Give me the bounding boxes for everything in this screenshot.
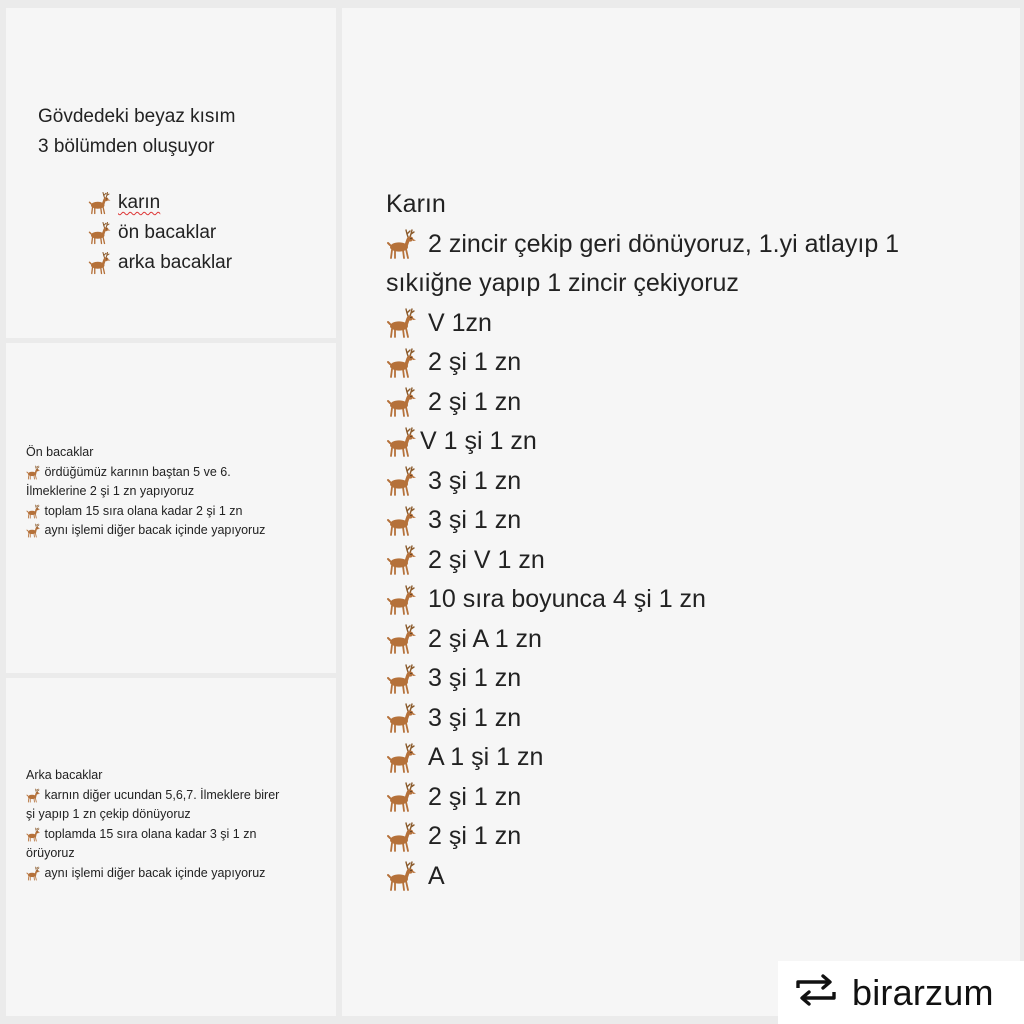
list-item (386, 225, 1006, 265)
list-item (386, 422, 1006, 462)
list-item (386, 699, 1006, 739)
list-item (386, 620, 1006, 660)
list-item (386, 659, 1006, 699)
line-text: aynı işlemi diğer bacak içinde yapıyoruz (44, 865, 266, 880)
belly-text (386, 185, 1006, 896)
line-text: 2 şi 1 zn (428, 782, 522, 811)
list-item (26, 521, 326, 541)
deer-icon (26, 523, 41, 538)
line-text: sıkıiğne yapıp 1 zincir çekiyoruz (386, 269, 739, 297)
list-item (26, 463, 326, 483)
line-text: V 1 şi 1 zn (420, 427, 537, 455)
deer-icon (386, 544, 418, 576)
line-text: 2 şi A 1 zn (428, 624, 542, 653)
line-text: 2 şi 1 zn (428, 822, 522, 850)
line-text: toplamda 15 sıra olana kadar 3 şi 1 zn (44, 826, 257, 841)
line-text: toplam 15 sıra olana kadar 2 şi 1 zn (44, 503, 243, 518)
list-item (386, 778, 1006, 818)
repost-badge (778, 961, 1024, 1024)
line-text: 10 sıra boyunca 4 şi 1 zn (428, 585, 706, 613)
list-item (26, 786, 326, 806)
deer-icon (386, 228, 418, 260)
intro-line-1: Gövdedeki beyaz kısım (38, 106, 236, 127)
list-item (386, 383, 1006, 423)
list-item (386, 304, 1006, 344)
deer-icon (386, 742, 418, 774)
deer-icon (386, 821, 418, 853)
repost-icon (794, 973, 838, 1012)
line-text: aynı işlemi diğer bacak içinde yapıyoruz (44, 523, 266, 537)
deer-icon (386, 307, 418, 339)
list-item (26, 864, 326, 884)
front-legs-panel (6, 343, 336, 673)
list-item (88, 218, 232, 248)
deer-icon (386, 426, 418, 458)
list-item (88, 248, 232, 278)
line-text: 2 şi V 1 zn (428, 545, 545, 574)
list-item (386, 857, 1006, 897)
line-text: 2 şi 1 zn (428, 348, 522, 376)
intro-line-2: 3 bölümden oluşuyor (38, 136, 215, 157)
list-item (26, 825, 326, 845)
list-item (386, 501, 1006, 541)
deer-icon (26, 827, 41, 842)
section-title: Karın (386, 190, 446, 218)
deer-icon (386, 860, 418, 892)
line-text: İlmeklerine 2 şi 1 zn yapıyoruz (26, 484, 195, 498)
deer-icon (26, 465, 41, 480)
list-item (26, 502, 326, 522)
line-text: örüyoruz (26, 846, 75, 860)
deer-icon (26, 504, 41, 519)
username: birarzum (852, 971, 994, 1013)
deer-icon (88, 221, 112, 245)
deer-icon (386, 386, 418, 418)
list-item (386, 462, 1006, 502)
deer-icon (26, 866, 41, 881)
section-title: Arka bacaklar (26, 768, 103, 782)
back-legs-panel (6, 678, 336, 1016)
line-text: 2 şi 1 zn (428, 387, 522, 416)
section-title: Ön bacaklar (26, 445, 94, 459)
list-item (386, 817, 1006, 857)
intro-panel (6, 8, 336, 338)
deer-icon (386, 465, 418, 497)
deer-icon (386, 781, 418, 813)
list-item (386, 343, 1006, 383)
list-item (386, 738, 1006, 778)
deer-icon (386, 347, 418, 379)
list-item (88, 188, 232, 218)
line-text: 3 şi 1 zn (428, 664, 522, 692)
front-legs-text (26, 443, 326, 541)
line-text: 2 zincir çekip geri dönüyoruz, 1.yi atlayıp 1 (428, 229, 900, 258)
belly-rows (386, 304, 1006, 897)
line-text: karnın diğer ucundan 5,6,7. İlmeklere birer (44, 787, 280, 802)
list-item-label: ön bacaklar (118, 222, 217, 243)
intro-text (38, 102, 235, 162)
belly-panel (342, 8, 1020, 1016)
line-text: A (428, 861, 445, 890)
deer-icon (88, 251, 112, 275)
list-item (386, 541, 1006, 581)
deer-icon (26, 788, 41, 803)
line-text: 3 şi 1 zn (428, 703, 522, 732)
list-item-label: karın (118, 192, 161, 213)
intro-list (88, 188, 232, 278)
line-text: 3 şi 1 zn (428, 466, 522, 495)
line-text: şi yapıp 1 zn çekip dönüyoruz (26, 807, 191, 821)
line-text: V 1zn (428, 308, 492, 337)
deer-icon (386, 702, 418, 734)
deer-icon (386, 505, 418, 537)
back-legs-text (26, 766, 326, 883)
list-item-label: arka bacaklar (118, 252, 233, 273)
deer-icon (386, 663, 418, 695)
line-text: ördüğümüz karının baştan 5 ve 6. (44, 464, 231, 479)
line-text: A 1 şi 1 zn (428, 743, 544, 771)
line-text: 3 şi 1 zn (428, 506, 522, 534)
deer-icon (386, 584, 418, 616)
list-item (386, 580, 1006, 620)
deer-icon (88, 191, 112, 215)
deer-icon (386, 623, 418, 655)
